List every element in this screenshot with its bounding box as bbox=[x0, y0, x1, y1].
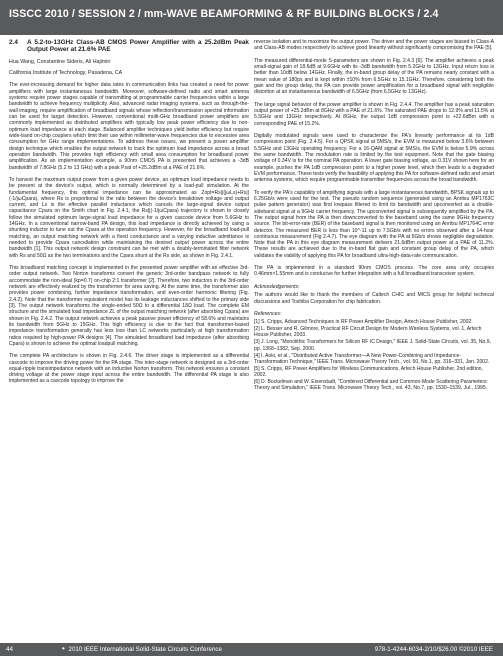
page-footer bbox=[0, 643, 503, 656]
reference-item: [3] J. Long, "Monolithic Transformers for Silicon RF IC Design," IEEE J. Solid-State Circuits, vol. 35, No.9, pp. 1368–1382, Sep. 2000. bbox=[254, 339, 492, 352]
body-paragraph: reverse isolation and to maximize the output power. The driver and the power stages are biased in Class-A and Class-AB modes respectively to achieve good linearity without significantly compromising the PAE [5]. bbox=[254, 39, 494, 52]
reference-item: [4] I. Aoki, et al., "Distributed Active Transformer—A New Power-Combining and Impedance-Transformation Technique," IEEE Trans. Microwave Theory Tech., vol. 50, No.1, pp. 316–331, Jan. 2002. bbox=[254, 352, 490, 365]
paper-number: 2.4 bbox=[9, 39, 18, 46]
reference-item: [2] L. Besser and R. Gilmore, Practical RF Circuit Design for Modern Wireless Systems, vol. 1, Artech House Publisher, 2003. bbox=[254, 326, 482, 339]
reference-item: [6] D. Bockelman and W. Eisenstadt, "Combined Differential and Common-Mode Scattering Parameters: Theory and Simulation," IEEE Trans. Microwave Theory Tech., vol. 43, No.7, pp. 1530–1539, Jul., 1995. bbox=[254, 379, 489, 392]
references-heading: References: bbox=[254, 310, 282, 317]
acknowledgements-heading: Acknowledgements: bbox=[254, 283, 300, 290]
conference-text: 2010 IEEE International Solid-State Circuits Conference bbox=[68, 646, 222, 653]
body-paragraph: The ever-increasing demand for higher data rates in communication links has created a need for power amplifiers with large instantaneous bandwidth. Moreover, software-defined radio and smart antenna systems require power stages capable of transmitting at programmable carrier frequencies within a large bandwidth to achieve frequency multiplicity. Also, advanced radar imaging systems, such as through-the-wall imaging, require amplification of broadband signals whose reflection/transmission spectral information can be used for target detection. However, conventional multi-GHz broadband power amplifiers are commonly implemented as distributed amplifiers with typically low peak power efficiency due to non-optimum load impedance at each stage. Balanced amplifier techniques yield better efficiency but require wide-band on-chip couplers which limit their use within millimeter-wave frequencies due to excessive area consumption for GHz range implementations. To address these issues, we present a power amplifier design technique which enables the output network to track the optimum load impedance across a broad operation bandwidth. This provides high efficiency with small area consumption for broadband power amplification. As an implementation example, a 90nm CMOS PA is presented that achieves a -3dB bandwidth of 7.8GHz (5.2 to 13 GHz) with a peak Psat of +25.2dBm at a PAE of 21.6%. bbox=[9, 82, 249, 171]
page-header bbox=[0, 0, 503, 35]
author-list: Hua Wang, Constantine Sideris, Ali Hajimiri bbox=[9, 58, 111, 65]
body-paragraph: This broadband matching concept is implemented in the presented power amplifier with an effective 3rd-order output network. Two Norton transforms convert the generic 3rd-order bandpass network to fully accommodate the non-ideal (kp=0.7) on-chip 2:1 transformer [2]. Therefore, two inductors in the 3rd-order network are effectively realized by the transformer for area saving. At the same time, the transformer also provides power combining, further impedance transformation, and even-order harmonic filtering (Fig. 2.4.2). Note that the transformer equivalent model has its leakage inductances shifted to the primary side [3]. The output network transforms the single-ended 50Ω to a differential 18Ω load. The complete EM structure and the simulated load impedance ZL of the output matching network (after absorbing Cpara) are shown in Fig. 2.4.2. The output network achieves a peak passive power efficiency of 58.6% and maintains its bandwidth from 5GHz to 15GHz. This high efficiency is due to the fact that transformer-based impedance transformation generally has less loss than LC networks particularly at high transformation ratios required by high-power PA designs [4]. The simulated broadband load impedance (after absorbing Cpara) is shown to achieve the optimal loadpull matching. bbox=[9, 265, 249, 347]
body-paragraph: To verify the PA's capability of amplifying signals with a large instantaneous bandwidth, BPSK signals up to 6.25Gb/s were used for the test. The pseudo random sequence (generated using an Anritsu MP1763C pulse pattern generator) was first lowpass filtered to limit its bandwidth and upconverted as a double-sideband signal at a 9GHz carrier frequency. The upconverted signal is subsequently amplified by the PA. The output signal from the PA is then downconverted to the baseband using the same 9GHz frequency source. The bit-error-rate (BER) of the baseband signal is then monitored using an Anritsu MP1764C error detector. The measured BER is less than 10^-11 up to 7.5Gb/s with no errors observed after a 14-hour continuous measurement (Fig 2.4.7). The eye diagram with the PA at 5Gb/s shows negligible degradation. Note that the PA in this eye diagram measurement delivers 21.6dBm output power at a PAE of 11.2%. These results are achieved due to the in-band flat gain and constant group delay of the PA, which validates the viability of applying this PA for broadband ultra-high-data-rate communication. bbox=[254, 189, 494, 259]
right-column bbox=[254, 39, 494, 636]
left-column bbox=[9, 39, 249, 636]
author-affiliation: California Institute of Technology, Pasadena, CA bbox=[9, 70, 123, 77]
page-number: 44 bbox=[6, 646, 13, 653]
body-paragraph: The measured differential-mode S-parameters are shown in Fig. 2.4.3 [6]. The amplifier achieves a peak small-signal gain of 18.6dB at 9.6GHz with its -3dB bandwidth from 5.2GHz to 13GHz. Input return loss is better than 10dB below 14GHz. Finally, the in-band group delay of the PA remains nearly constant with a mean value of 180ps and is kept within ±10% from 6.5GHz to 15.1GHz. Therefore, considering both the gain and the group delay, the PA can provide power amplification for a broadband signal with negligible distortion at an instantaneous bandwidth of 6.5GHz (from 6.5GHz to 13GHz). bbox=[254, 57, 494, 96]
body-paragraph: The PA is implemented in a standard 90nm CMOS process. The core area only occupies 0.46mm×1.55mm and is conducive for further integration with a full broadband transceiver system. bbox=[254, 265, 494, 278]
body-paragraph: The large signal behavior of the power amplifier is shown in Fig. 2.4.4. The amplifier has a peak saturation output power of +25.2dBm at 8GHz with a PAE of 21.6%. The saturated PAE drops to 12.9% and 11.5% at 5.5GHz and 13GHz respectively. At 8GHz, the output 1dB compression point is +22.6dBm with a corresponding PAE of 15.2%. bbox=[254, 101, 494, 127]
paper-title: A 5.2-to-13GHz Class-AB CMOS Power Amplifier with a 25.2dBm Peak Output Power at 21.6% PAE bbox=[27, 39, 249, 54]
reference-item: [1] S. Cripps, Advanced Techniques in RF Power Amplifier Design, Artech House Publisher, 2002. bbox=[254, 319, 473, 326]
paper-title-block bbox=[9, 39, 249, 54]
session-title: ISSCC 2010 / SESSION 2 / mm-WAVE BEAMFORMING & RF BUILDING BLOCKS / 2.4 bbox=[9, 8, 439, 20]
conference-name bbox=[62, 646, 222, 653]
acknowledgements-text: The authors would like to thank the members of Caltech CHIC and MICS group for helpful technical discussions and Toshiba Corporation for chip fabrication. bbox=[254, 292, 494, 305]
body-paragraph: Digitally modulated signals were used to characterize the PA's linearity performance at its 1dB compression point (Fig. 2.4.5). For a QPSK signal at 5MS/s, the EVM is measured below 3.6% between 5.5GHz and 13GHz operating frequency. For a 16-QAM signal at 5MS/s, the EVM is below 5.9% across the same bandwidth. The modulation rate is limited by the test equipment. Note that the gate biasing voltage of 0.34V is for the nominal PA operation. A lower gate biasing voltage, as 0.31V shown here for an example, pushes the PA 1dB compression point to a higher power level, which then leads to a degraded EVM performance. These tests verify the feasibility of applying this PA for software-defined radio and smart antenna systems, which require programmable transmitter frequencies across the broad bandwidth. bbox=[254, 133, 494, 184]
isbn-copyright: 978-1-4244-6034-2/10/$26.00 ©2010 IEEE bbox=[374, 646, 493, 653]
body-paragraph: To harvest the maximum output power from a given power device, an optimum load impedance needs to be present at the device's output, which is normally determined by a load-pull simulation. At the fundamental frequency, this optimal impedance can be approximated as Zopt=Rs||(jωLs)+Rs||(-1/jωCpara), where Rs is proportional to the ratio between the device's breakdown voltage and output current, and Ls is the effective parallel inductance which cancels the large-signal device output capacitance Cpara on the Smith chart in Fig. 2.4.1, the Rs||(-1/jωCpara) trajectory is shown to closely follow the simulated optimum large-signal load impedance for a given cascode device from 5.6GHz to 14GHz. In a conventional narrow-band PA design, this load impedance is directly achieved by using a shunting inductor to tune out the Cpara at the operation frequency. However, for the broadband load-pull matching, an output matching network with a fixed conductance and a varying inductive admittance is needed to provide Cpara cancellation while maintaining the desired output power across the entire bandwidth [1]. This output network design constraint can be met with a doubly-terminated filter network with Rs and 50Ω as the two terminations and the Cpara shunt at the Rs side, as shown in Fig. 2.4.1. bbox=[9, 176, 249, 259]
bullet-icon: • bbox=[62, 644, 65, 653]
body-paragraph: The complete PA architecture is shown in Fig. 2.4.6. The driver stage is implemented as a differential cascode to improve the driving power for the PA stage. The inter-stage network is designed as a 3rd-order equal-ripple transimpedance network with an inductive Norton transform. This network ensures a constant driving voltage at the power stage input across the entire bandwidth. The differential PA stage is also implemented as a cascode topology to improve the bbox=[9, 353, 249, 385]
reference-item: [5] S. Cripps, RF Power Amplifiers for Wireless Communications, Artech House Publisher, 2nd edition, 2002. bbox=[254, 365, 483, 379]
